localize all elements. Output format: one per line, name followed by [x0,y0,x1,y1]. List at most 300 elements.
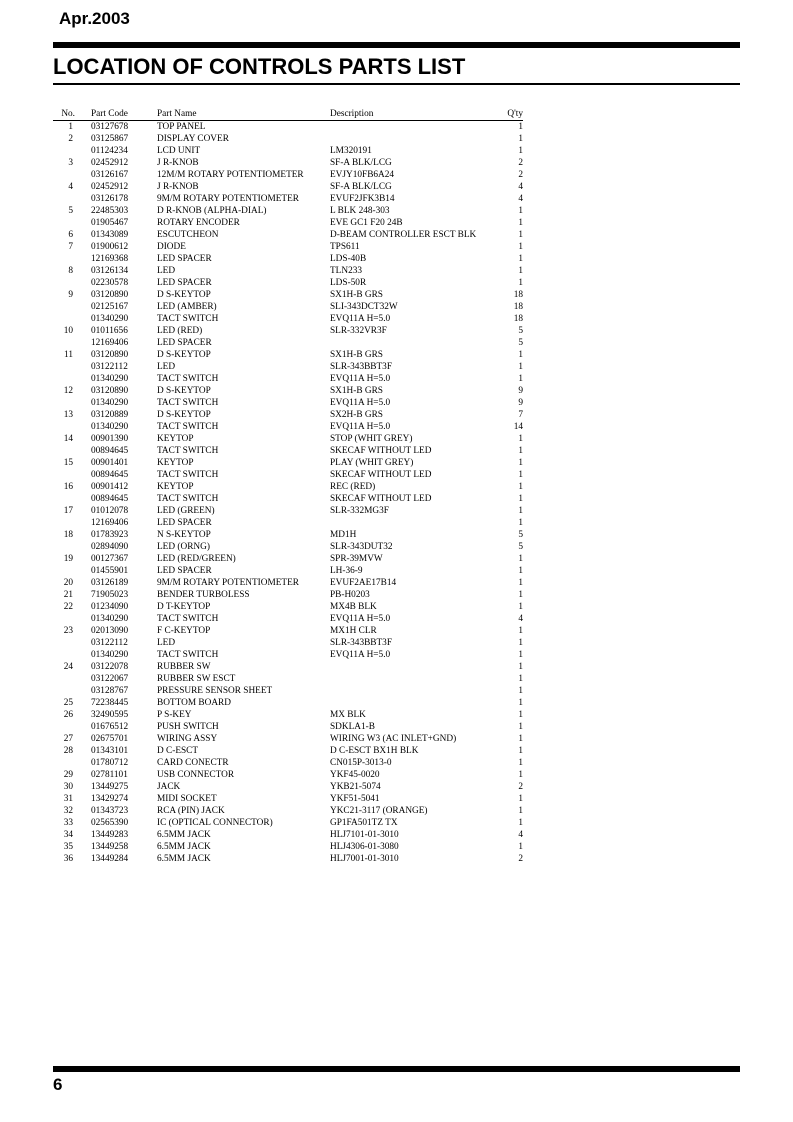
row-part-name: IC (OPTICAL CONNECTOR) [157,818,273,828]
row-part-code: 01343101 [91,746,129,756]
row-part-name: DISPLAY COVER [157,134,229,144]
row-no: 5 [68,206,73,216]
row-no: 29 [63,770,73,780]
row-part-name: TOP PANEL [157,122,206,132]
row-description: YKC21-3117 (ORANGE) [330,806,428,816]
row-no: 34 [63,830,73,840]
row-qty: 5 [518,338,523,348]
row-qty: 1 [518,362,523,372]
table-row [53,745,523,757]
table-row [53,505,523,517]
row-qty: 7 [518,410,523,420]
table-row [53,577,523,589]
row-part-name: TACT SWITCH [157,422,219,432]
row-qty: 1 [518,266,523,276]
row-description: EVQ11A H=5.0 [330,422,391,432]
row-part-code: 02781101 [91,770,128,780]
document-date: Apr.2003 [59,9,130,28]
row-no: 32 [63,806,73,816]
row-description: SDKLA1-B [330,722,375,732]
row-part-code: 03126167 [91,170,129,180]
row-no: 23 [63,626,73,636]
row-part-code: 03122112 [91,638,128,648]
row-no: 12 [63,386,73,396]
row-qty: 2 [518,170,523,180]
row-part-code: 03120890 [91,290,129,300]
table-row [53,637,523,649]
row-part-name: KEYTOP [157,434,194,444]
row-description: SF-A BLK/LCG [330,182,392,192]
row-qty: 1 [518,350,523,360]
table-row [53,433,523,445]
table-row [53,229,523,241]
row-part-name: USB CONNECTOR [157,770,235,780]
row-description: EVQ11A H=5.0 [330,614,391,624]
table-row [53,133,523,145]
row-part-code: 13429274 [91,794,129,804]
row-part-name: 9M/M ROTARY POTENTIOMETER [157,578,299,588]
row-description: SLR-343BBT3F [330,638,392,648]
row-qty: 1 [518,578,523,588]
row-part-name: P S-KEY [157,710,192,720]
row-no: 36 [63,854,73,864]
table-row [53,529,523,541]
header-part-name: Part Name [157,109,197,119]
row-part-code: 01340290 [91,422,129,432]
header-part-code: Part Code [91,109,128,119]
row-qty: 18 [513,314,523,324]
row-part-name: PUSH SWITCH [157,722,219,732]
header-no: No. [61,109,75,119]
table-row [53,805,523,817]
row-qty: 2 [518,158,523,168]
table-row [53,493,523,505]
row-no: 35 [63,842,73,852]
row-part-code: 01343089 [91,230,129,240]
row-part-code: 13449284 [91,854,129,864]
row-part-name: RUBBER SW [157,662,211,672]
row-qty: 1 [518,806,523,816]
row-description: SPR-39MVW [330,554,383,564]
row-part-code: 03125867 [91,134,129,144]
row-qty: 1 [518,650,523,660]
page-number: 6 [53,1075,63,1094]
row-part-code: 01343723 [91,806,129,816]
row-part-name: MIDI SOCKET [157,794,217,804]
table-row [53,649,523,661]
row-qty: 1 [518,602,523,612]
row-part-name: BENDER TURBOLESS [157,590,250,600]
row-part-name: 6.5MM JACK [157,854,211,864]
row-description: SX1H-B GRS [330,386,383,396]
row-part-name: PRESSURE SENSOR SHEET [157,686,273,696]
row-part-code: 02894090 [91,542,129,552]
row-part-name: RUBBER SW ESCT [157,674,236,684]
row-qty: 14 [513,422,523,432]
row-no: 19 [63,554,73,564]
row-part-name: TACT SWITCH [157,494,219,504]
row-part-name: RCA (PIN) JACK [157,806,225,816]
row-qty: 9 [518,398,523,408]
row-description: EVQ11A H=5.0 [330,650,391,660]
row-part-code: 03126189 [91,578,129,588]
row-no: 9 [68,290,73,300]
table-row [53,817,523,829]
table-row [53,205,523,217]
row-part-name: TACT SWITCH [157,398,219,408]
table-row [53,385,523,397]
row-no: 1 [68,122,73,132]
row-no: 13 [63,410,73,420]
row-qty: 1 [518,434,523,444]
row-part-name: ESCUTCHEON [157,230,219,240]
row-part-name: D T-KEYTOP [157,602,211,612]
row-no: 33 [63,818,73,828]
table-row [53,601,523,613]
row-no: 11 [64,350,73,360]
row-part-name: 12M/M ROTARY POTENTIOMETER [157,170,304,180]
row-part-name: 6.5MM JACK [157,842,211,852]
row-part-code: 01340290 [91,374,129,384]
row-qty: 1 [518,734,523,744]
row-no: 21 [63,590,73,600]
row-qty: 1 [518,230,523,240]
row-part-name: LED SPACER [157,338,212,348]
row-description: LDS-50R [330,278,367,288]
table-row [53,457,523,469]
row-part-name: LED SPACER [157,254,212,264]
row-no: 16 [63,482,73,492]
row-part-name: TACT SWITCH [157,650,219,660]
row-qty: 1 [518,554,523,564]
row-qty: 1 [518,590,523,600]
row-part-code: 12169406 [91,518,129,528]
row-description: SKECAF WITHOUT LED [330,494,432,504]
row-part-code: 02125167 [91,302,129,312]
row-description: STOP (WHIT GREY) [330,434,413,444]
row-part-name: D S-KEYTOP [157,350,211,360]
row-description: TPS611 [330,242,360,252]
row-qty: 1 [518,566,523,576]
row-part-code: 03120890 [91,350,129,360]
row-part-name: TACT SWITCH [157,314,219,324]
row-description: YKF51-5041 [330,794,380,804]
row-part-code: 13449275 [91,782,129,792]
table-row [53,361,523,373]
table-row [53,349,523,361]
row-description: YKB21-5074 [330,782,381,792]
row-part-name: JACK [157,782,181,792]
table-row [53,193,523,205]
row-description: PB-H0203 [330,590,370,600]
row-part-name: LED SPACER [157,518,212,528]
table-row [53,793,523,805]
row-no: 15 [63,458,73,468]
table-row [53,685,523,697]
table-row [53,289,523,301]
row-no: 22 [63,602,73,612]
row-no: 14 [63,434,73,444]
row-qty: 1 [518,482,523,492]
row-qty: 1 [518,458,523,468]
row-part-code: 01340290 [91,650,129,660]
row-qty: 4 [518,830,523,840]
row-part-code: 01234090 [91,602,129,612]
table-header [53,108,523,121]
table-row [53,709,523,721]
row-description: SKECAF WITHOUT LED [330,470,432,480]
row-part-name: D C-ESCT [157,746,199,756]
row-part-code: 72238445 [91,698,129,708]
row-no: 6 [68,230,73,240]
row-qty: 1 [518,374,523,384]
row-no: 7 [68,242,73,252]
table-row [53,181,523,193]
table-row [53,853,523,865]
row-no: 30 [63,782,73,792]
row-qty: 1 [518,206,523,216]
table-row [53,301,523,313]
row-part-code: 00894645 [91,494,129,504]
row-description: SF-A BLK/LCG [330,158,392,168]
row-qty: 4 [518,194,523,204]
row-qty: 1 [518,278,523,288]
row-part-code: 01340290 [91,614,129,624]
row-part-code: 03122112 [91,362,128,372]
row-qty: 5 [518,530,523,540]
table-row [53,313,523,325]
row-part-name: WIRING ASSY [157,734,218,744]
row-part-name: LED SPACER [157,278,212,288]
row-description: EVQ11A H=5.0 [330,398,391,408]
row-part-name: LED (AMBER) [157,302,217,312]
header-qty: Q'ty [507,109,523,119]
table-row [53,553,523,565]
row-description: L BLK 248-303 [330,206,390,216]
table-row [53,157,523,169]
table-row [53,217,523,229]
table-row [53,481,523,493]
row-qty: 4 [518,182,523,192]
table-row [53,697,523,709]
row-description: EVE GC1 F20 24B [330,218,403,228]
row-qty: 1 [518,242,523,252]
row-part-code: 03122078 [91,662,129,672]
row-part-code: 03128767 [91,686,129,696]
row-part-name: N S-KEYTOP [157,530,211,540]
row-qty: 2 [518,782,523,792]
row-qty: 1 [518,662,523,672]
header-description: Description [330,109,374,119]
row-part-name: DIODE [157,242,186,252]
row-part-name: 6.5MM JACK [157,830,211,840]
row-part-code: 00901401 [91,458,129,468]
table-row [53,409,523,421]
table-row [53,829,523,841]
row-description: SLR-343BBT3F [330,362,392,372]
row-part-code: 13449258 [91,842,129,852]
row-no: 8 [68,266,73,276]
table-row [53,373,523,385]
row-description: SLR-343DUT32 [330,542,393,552]
row-part-code: 01780712 [91,758,129,768]
row-part-code: 03120890 [91,386,129,396]
row-no: 4 [68,182,73,192]
row-part-name: LED [157,362,176,372]
row-part-name: LED (ORNG) [157,542,210,552]
row-description: WIRING W3 (AC INLET+GND) [330,734,457,744]
row-part-code: 01011656 [91,326,128,336]
row-qty: 1 [518,770,523,780]
row-description: SX1H-B GRS [330,290,383,300]
row-part-code: 01905467 [91,218,129,228]
row-part-code: 01455901 [91,566,129,576]
table-row [53,241,523,253]
table-row [53,517,523,529]
table-row [53,253,523,265]
row-part-code: 12169406 [91,338,129,348]
table-row [53,265,523,277]
row-description: EVUF2AE17B14 [330,578,397,588]
table-row [53,673,523,685]
row-part-name: LED SPACER [157,566,212,576]
row-part-name: TACT SWITCH [157,446,219,456]
header-rule [53,42,740,48]
row-qty: 5 [518,326,523,336]
title-underline [53,83,740,85]
row-qty: 1 [518,674,523,684]
row-description: SX1H-B GRS [330,350,383,360]
footer-rule [53,1066,740,1072]
page-title: LOCATION OF CONTROLS PARTS LIST [53,54,466,79]
row-no: 25 [63,698,73,708]
table-row [53,757,523,769]
row-part-name: F C-KEYTOP [157,626,211,636]
row-part-name: D S-KEYTOP [157,410,211,420]
row-description: SKECAF WITHOUT LED [330,446,432,456]
row-part-code: 01124234 [91,146,128,156]
row-part-name: 9M/M ROTARY POTENTIOMETER [157,194,299,204]
row-part-name: LED (GREEN) [157,506,215,516]
row-part-code: 00894645 [91,446,129,456]
row-qty: 1 [518,710,523,720]
row-part-name: TACT SWITCH [157,470,219,480]
row-part-name: TACT SWITCH [157,614,219,624]
row-description: LH-36-9 [330,566,363,576]
table-row [53,661,523,673]
row-part-code: 00894645 [91,470,129,480]
row-description: HLJ7001-01-3010 [330,854,399,864]
row-part-name: D S-KEYTOP [157,386,211,396]
row-no: 28 [63,746,73,756]
row-part-code: 03126178 [91,194,129,204]
row-part-code: 01340290 [91,398,129,408]
row-part-name: J R-KNOB [157,158,199,168]
table-row [53,121,523,133]
row-part-name: LED [157,638,176,648]
row-qty: 1 [518,698,523,708]
row-qty: 18 [513,290,523,300]
row-part-name: D R-KNOB (ALPHA-DIAL) [157,206,267,216]
row-description: SLR-332VR3F [330,326,387,336]
row-part-code: 32490595 [91,710,129,720]
row-part-name: J R-KNOB [157,182,199,192]
row-part-code: 03127678 [91,122,129,132]
row-qty: 2 [518,854,523,864]
row-part-name: LED (RED/GREEN) [157,554,236,564]
row-description: HLJ7101-01-3010 [330,830,399,840]
row-part-code: 13449283 [91,830,129,840]
table-row [53,145,523,157]
table-row [53,565,523,577]
row-description: D C-ESCT BX1H BLK [330,746,419,756]
row-part-name: BOTTOM BOARD [157,698,231,708]
row-part-code: 01900612 [91,242,129,252]
row-description: GP1FA501TZ TX [330,818,398,828]
row-qty: 4 [518,614,523,624]
row-no: 10 [63,326,73,336]
row-part-code: 02230578 [91,278,129,288]
row-description: EVUF2JFK3B14 [330,194,395,204]
table-row [53,841,523,853]
row-part-code: 01676512 [91,722,129,732]
row-description: LM320191 [330,146,372,156]
row-description: MX1H CLR [330,626,377,636]
row-no: 18 [63,530,73,540]
row-description: EVQ11A H=5.0 [330,314,391,324]
parts-table [53,108,523,865]
row-no: 2 [68,134,73,144]
table-row [53,589,523,601]
row-qty: 18 [513,302,523,312]
table-row [53,469,523,481]
table-row [53,721,523,733]
row-qty: 1 [518,518,523,528]
row-part-code: 01783923 [91,530,129,540]
table-body [53,121,523,865]
row-no: 17 [63,506,73,516]
row-description: TLN233 [330,266,363,276]
row-qty: 1 [518,218,523,228]
row-description: REC (RED) [330,482,376,492]
row-part-code: 01012078 [91,506,129,516]
row-description: CN015P-3013-0 [330,758,392,768]
row-part-code: 02565390 [91,818,129,828]
row-qty: 1 [518,746,523,756]
row-no: 20 [63,578,73,588]
row-part-code: 03126134 [91,266,129,276]
row-description: LDS-40B [330,254,367,264]
table-row [53,613,523,625]
row-description: EVQ11A H=5.0 [330,374,391,384]
table-row [53,421,523,433]
table-row [53,625,523,637]
row-qty: 1 [518,794,523,804]
row-part-name: KEYTOP [157,458,194,468]
row-part-code: 03120889 [91,410,129,420]
row-part-code: 00127367 [91,554,129,564]
row-qty: 1 [518,134,523,144]
row-no: 27 [63,734,73,744]
row-qty: 1 [518,146,523,156]
row-part-code: 02452912 [91,182,129,192]
table-row [53,277,523,289]
row-qty: 1 [518,638,523,648]
row-part-name: D S-KEYTOP [157,290,211,300]
row-part-name: LED (RED) [157,326,203,336]
row-description: PLAY (WHIT GREY) [330,458,414,468]
row-description: HLJ4306-01-3080 [330,842,399,852]
